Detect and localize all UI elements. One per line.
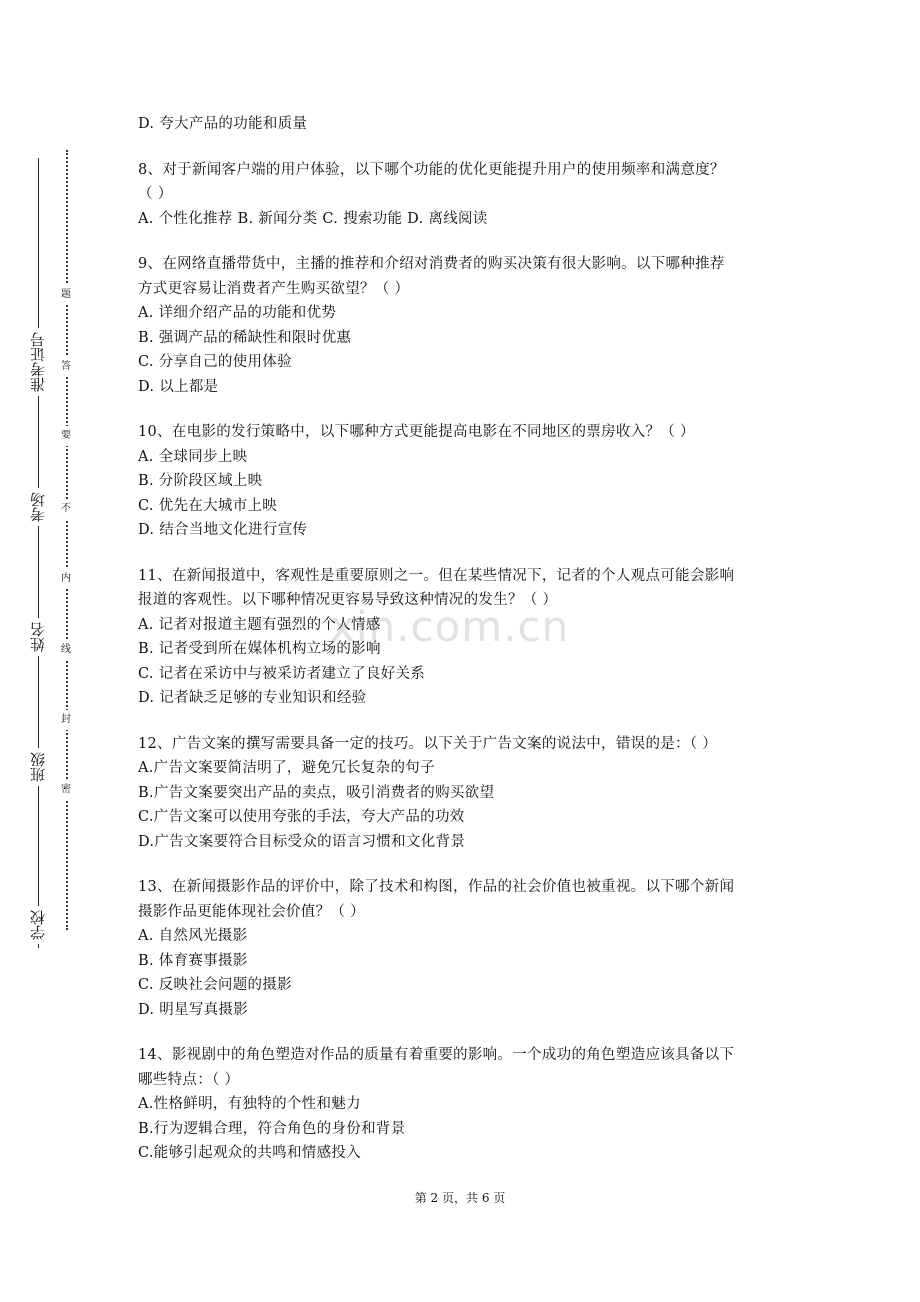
page-footer: 第 2 页，共 6 页 — [414, 1191, 506, 1205]
text-line: 9、在网络直播带货中，主播的推荐和介绍对消费者的购买决策有很大影响。以下哪种推荐 — [138, 256, 725, 272]
text-line: A. 详细介绍产品的功能和优势 — [138, 305, 337, 321]
text-line: B. 记者受到所在媒体机构立场的影响 — [138, 641, 381, 657]
text-line: C. 优先在大城市上映 — [138, 497, 278, 514]
text-line: C.广告文案可以使用夸张的手法，夸大产品的功效 — [138, 809, 465, 825]
seal-char: 线 — [58, 640, 74, 660]
question-gap — [138, 543, 788, 564]
text-line: （ ） — [138, 186, 173, 202]
seal-char: 答 — [58, 357, 74, 377]
text-line: A. 自然风光摄影 — [138, 928, 248, 944]
text-line: D. 明星写真摄影 — [138, 1001, 249, 1018]
text-line: A. 个性化推荐 B. 新闻分类 C. 搜索功能 D. 离线阅读 — [138, 210, 488, 227]
text-line: B.广告文案要突出产品的卖点，吸引消费者的购买欲望 — [138, 784, 495, 801]
seal-char: 封 — [58, 710, 74, 730]
field-name: 姓名 — [28, 618, 48, 656]
text-line: D. 以上都是 — [138, 378, 219, 395]
question-gap — [138, 1022, 788, 1043]
text-line: 10、在电影的发行策略中，以下哪种方式更能提高电影在不同地区的票房收入？（ ） — [138, 424, 695, 440]
text-line: C.能够引起观众的共鸣和情感投入 — [138, 1145, 361, 1161]
text-line: 方式更容易让消费者产生购买欲望？（ ） — [138, 280, 410, 297]
seal-char: 不 — [58, 499, 74, 519]
text-line: 12、广告文案的撰写需要具备一定的技巧。以下关于广告文案的说法中，错误的是：（ ） — [138, 735, 718, 752]
seal-char: 题 — [58, 285, 74, 305]
field-exam-room: 考场 — [28, 488, 48, 526]
text-line: A.性格鲜明，有独特的个性和魅力 — [138, 1096, 361, 1112]
text-line: 14、影视剧中的角色塑造对作品的质量有着重要的影响。一个成功的角色塑造应该具备以下 — [138, 1047, 735, 1063]
watermark: xin.com.cn — [330, 602, 570, 651]
text-line: A. 记者对报道主题有强烈的个人情感 — [138, 616, 381, 633]
text-line: 13、在新闻摄影作品的评价中，除了技术和构图，作品的社会价值也被重视。以下哪个新闻 — [138, 879, 735, 895]
text-line: D. 夸大产品的功能和质量 — [138, 116, 308, 132]
question-body — [138, 112, 788, 1166]
text-line: B. 体育赛事摄影 — [138, 952, 248, 969]
question-gap — [138, 231, 788, 252]
text-line: B.行为逻辑合理，符合角色的身份和背景 — [138, 1120, 406, 1137]
text-line: A.广告文案要简洁明了，避免冗长复杂的句子 — [138, 760, 435, 776]
text-line: 8、对于新闻客户端的用户体验，以下哪个功能的优化更能提升用户的使用频率和满意度？ — [138, 161, 725, 178]
fill-in-line — [38, 158, 39, 948]
binding-margin — [0, 150, 80, 970]
question-gap — [138, 399, 788, 420]
text-line: 哪些特点：（ ） — [138, 1071, 240, 1088]
text-line: C. 记者在采访中与被采访者建立了良好关系 — [138, 665, 426, 682]
seal-char: 要 — [58, 426, 74, 446]
text-line: D.广告文案要符合目标受众的语言习惯和文化背景 — [138, 833, 466, 850]
question-gap — [138, 137, 788, 158]
text-line: D. 结合当地文化进行宣传 — [138, 522, 308, 538]
text-line: B. 分阶段区域上映 — [138, 473, 263, 489]
text-line: C. 反映社会问题的摄影 — [138, 977, 292, 993]
question-gap — [138, 711, 788, 732]
text-line: 摄影作品更能体现社会价值？（ ） — [138, 903, 365, 920]
text-line: D. 记者缺乏足够的专业知识和经验 — [138, 690, 367, 706]
seal-char: 内 — [58, 569, 74, 589]
seal-char: 密 — [58, 780, 74, 800]
field-school: 学校 — [28, 906, 48, 944]
field-class: 班级 — [28, 748, 48, 786]
question-gap — [138, 854, 788, 875]
text-line: A. 全球同步上映 — [138, 448, 248, 465]
text-line: 报道的客观性。以下哪种情况更容易导致这种情况的发生？（ ） — [138, 592, 558, 608]
text-line: B. 强调产品的稀缺性和限时优惠 — [138, 329, 352, 346]
text-line: C. 分享自己的使用体验 — [138, 354, 292, 370]
seal-dotted-line — [66, 150, 68, 930]
text-line: 11、在新闻报道中，客观性是重要原则之一。但在某些情况下，记者的个人观点可能会影响 — [138, 567, 735, 584]
field-exam-number: 准考证号 — [28, 328, 48, 396]
